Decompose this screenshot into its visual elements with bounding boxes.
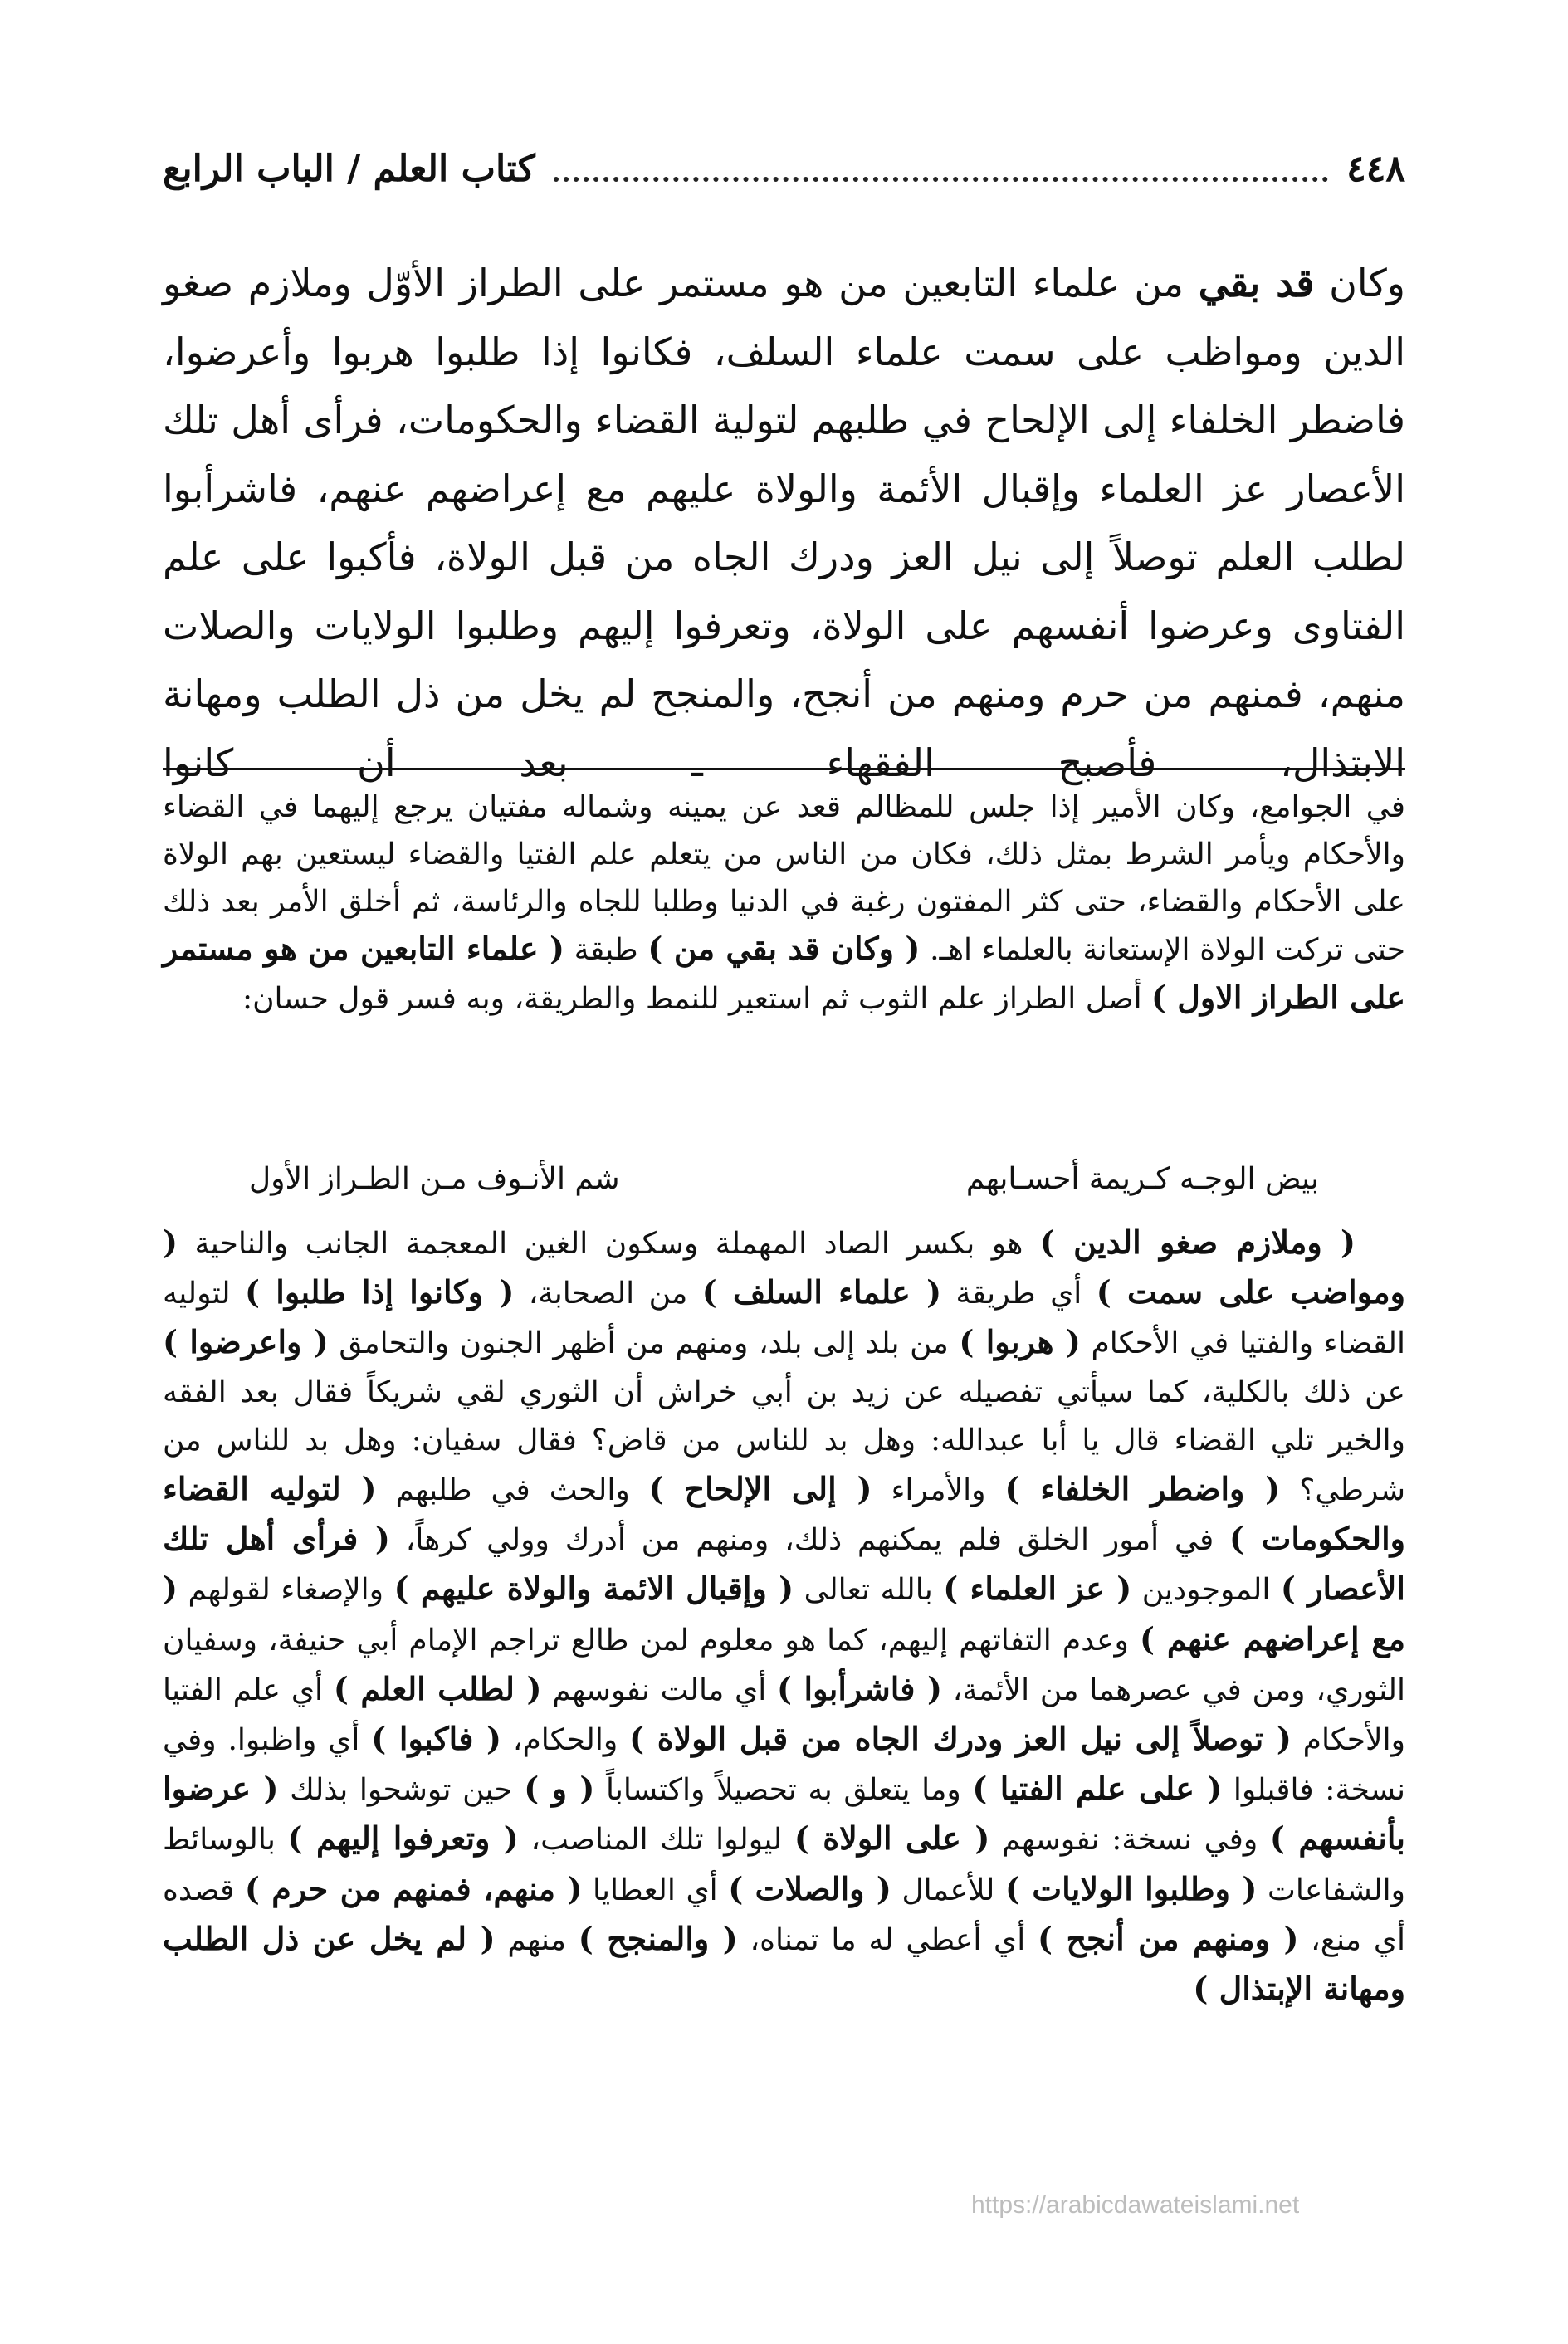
running-header xyxy=(163,139,1405,198)
commentary-run: أي أعطي له ما تمناه، xyxy=(737,1922,1038,1957)
quoted-phrase: ( وإقبال الائمة والولاة عليهم ) xyxy=(393,1570,794,1608)
quoted-phrase: ( منهم، فمنهم من حرم ) xyxy=(244,1869,583,1907)
website-watermark: https://arabicdawateislami.net xyxy=(971,2191,1300,2219)
quoted-phrase: ( ومنهم من أنجح ) xyxy=(1037,1919,1299,1957)
quoted-phrase: ( على الولاة ) xyxy=(794,1819,990,1858)
commentary-run: وعدم التفاتهم إليهم، كما هو معلوم لمن طالع تراجم الإمام أبي حنيفة، وسفيان الثوري، ومن في عصرهما من الأئمة، xyxy=(163,1623,1405,1707)
quoted-phrase: ( لطلب العلم ) xyxy=(333,1669,542,1707)
commentary-run: بالله تعالى xyxy=(794,1573,944,1608)
commentary-run: الموجودين xyxy=(1131,1573,1281,1608)
main-text xyxy=(163,249,1405,797)
commentary-run: أي العطايا xyxy=(582,1873,729,1907)
commentary-run: حين توشحوا بذلك xyxy=(278,1773,525,1808)
commentary-run: وفي نسخة: نفوسهم xyxy=(989,1823,1270,1858)
quoted-phrase: ( فاكبوا ) xyxy=(371,1720,502,1758)
commentary-block-2 xyxy=(163,1218,1405,2014)
quoted-phrase: ( لتوليه القضاء والحكومات ) xyxy=(163,1470,1405,1558)
quoted-phrase: ( هربوا ) xyxy=(959,1323,1081,1361)
quoted-phrase: ( فاشرأبوا ) xyxy=(777,1669,942,1707)
commentary-run: وما يتعلق به تحصيلاً واكتساباً xyxy=(594,1773,973,1808)
header-dot-leader xyxy=(554,175,1328,182)
commentary-run: من الصحابة، xyxy=(514,1277,702,1311)
commentary-run: طبقة xyxy=(564,933,648,968)
quoted-phrase: ( وكانوا إذا طلبوا ) xyxy=(245,1273,515,1311)
commentary-run: في الجوامع، وكان الأمير إذا جلس للمظالم قعد عن يمينه وشماله مفتيان يرجع إليهما في القضاء والأحكام ويأمر الشرط بمثل ذلك، فكان من الناس من يتعلم علم الفتيا والقضاء ليستعين بهم الولاة على الأحكام والقضاء، حتى كثر المفتون رغبة في الدنيا وطلبا للجاه والرئاسة، ثم أخلق الأمر بعد ذلك حتى تركت الولاة الإستعانة بالعلماء اهـ. xyxy=(163,790,1406,968)
main-text-emphasis: قد بقي xyxy=(1198,261,1315,305)
quoted-phrase: ( على علم الفتيا ) xyxy=(972,1770,1223,1808)
commentary-run: أي طريقة xyxy=(941,1277,1097,1311)
commentary-run: والأمراء xyxy=(872,1473,1005,1508)
commentary-run: قصده أي منع، xyxy=(163,1873,1405,1957)
verse-second-hemistich: شم الأنـوف مـن الطـراز الأول xyxy=(249,1162,620,1196)
quoted-phrase: ( ومواضب على سمت ) xyxy=(163,1223,1405,1311)
quoted-phrase: ( وتعرفوا إليهم ) xyxy=(287,1819,519,1858)
commentary-run: بالوسائط والشفاعات xyxy=(163,1823,1405,1907)
commentary-run: أي علم الفتيا والأحكام xyxy=(163,1673,1405,1758)
commentary-run: أصل الطراز علم الثوب ثم استعير للنمط والطريقة، وبه فسر قول حسان: xyxy=(242,982,1152,1017)
quoted-phrase: ( علماء التابعين من هو مستمر على الطراز الاول ) xyxy=(163,930,1405,1017)
commentary-run: منهم xyxy=(495,1922,579,1957)
commentary-run: أي مالت نفوسهم xyxy=(541,1673,777,1707)
commentary-run: عن ذلك بالكلية، كما سيأتي تفصيله عن زيد بن أبي خراش أن الثوري لقي شريكاً فقال بعد الفقه والخير تلي القضاء قال يا أبا عبدالله: وهل بد للناس من قاض؟ فقال سفيان: وهل بد للناس من شرطي؟ xyxy=(163,1375,1405,1508)
running-title: كتاب العلم / الباب الرابع xyxy=(163,147,535,190)
quoted-phrase: ( عز العلماء ) xyxy=(943,1570,1132,1608)
commentary-run: والحكام، xyxy=(501,1723,630,1758)
quoted-phrase: ( والمنجح ) xyxy=(578,1919,738,1957)
quoted-phrase: ( واعرضوا ) xyxy=(163,1323,329,1361)
quoted-phrase: ( واضطر الخلفاء ) xyxy=(1004,1470,1281,1508)
quoted-phrase: ( فرأى أهل تلك الأعصار ) xyxy=(163,1520,1405,1608)
verse-first-hemistich: بيض الوجـه كـريمة أحسـابهم xyxy=(965,1162,1319,1196)
main-text-run: من علماء التابعين من هو مستمر على الطراز الأوّل وملازم صغو الدين ومواظب على سمت علماء السلف، فكانوا إذا طلبوا هربوا وأعرضوا، فاضطر الخلفاء إلى الإلحاح في طلبهم لتولية القضاء والحكومات، فرأى أهل تلك الأعصار عز العلماء وإقبال الأئمة والولاة عليهم مع إعراضهم عنهم، فاشرأبوا لطلب العلم توصلاً إلى نيل العز ودرك الجاه من قبل الولاة، فأكبوا على علم الفتاوى وعرضوا أنفسهم على الولاة، وتعرفوا إليهم وطلبوا الولايات والصلات منهم، فمنهم من حرم ومنهم من أنجح، والمنجح لم يخل من ذل الطلب ومهانة الابتذال، فأصبح الفقهاء ـ بعد أن كانوا xyxy=(163,261,1405,785)
commentary-run: من بلد إلى بلد، ومنهم من أظهر الجنون والتحامق xyxy=(328,1326,960,1361)
quoted-phrase: ( وطلبوا الولايات ) xyxy=(1005,1869,1258,1907)
quoted-phrase: ( وملازم صغو الدين ) xyxy=(1039,1223,1356,1261)
commentary-paragraph xyxy=(163,1218,1405,2014)
commentary-run: لتوليه القضاء والفتيا في الأحكام xyxy=(163,1277,1405,1361)
quoted-phrase: ( و ) xyxy=(524,1770,595,1808)
main-paragraph xyxy=(163,249,1405,797)
commentary-run: والحث في طلبهم xyxy=(376,1473,649,1508)
poetry-verse xyxy=(249,1156,1319,1203)
footnote-divider xyxy=(163,768,1405,770)
commentary-run: والإصغاء لقولهم xyxy=(177,1573,394,1608)
quoted-phrase: ( علماء السلف ) xyxy=(701,1273,942,1311)
commentary-run: للأعمال xyxy=(891,1873,1006,1907)
quoted-phrase: ( مع إعراضهم عنهم ) xyxy=(163,1570,1405,1658)
commentary-run: أي واظبوا. وفي نسخة: فاقبلوا xyxy=(163,1723,1406,1808)
main-text-run: وكان xyxy=(1314,261,1405,305)
commentary-paragraph xyxy=(163,784,1405,1023)
commentary-run: هو بكسر الصاد المهملة وسكون الغين المعجمة الجانب والناحية xyxy=(177,1227,1040,1261)
quoted-phrase: ( لم يخل عن ذل الطلب ومهانة الإبتذال ) xyxy=(163,1919,1405,2008)
commentary-run: في أمور الخلق فلم يمكنهم ذلك، ومنهم من أدرك وولي كرهاً، xyxy=(389,1523,1230,1558)
quoted-phrase: ( عرضوا بأنفسهم ) xyxy=(163,1770,1405,1858)
quoted-phrase: ( والصلات ) xyxy=(728,1869,891,1907)
quoted-phrase: ( توصلاً إلى نيل العز ودرك الجاه من قبل الولاة ) xyxy=(629,1720,1292,1758)
commentary-run: ليولوا تلك المناصب، xyxy=(518,1823,794,1858)
quoted-phrase: ( وكان قد بقي من ) xyxy=(647,930,921,968)
commentary-block xyxy=(163,784,1405,1023)
page-number: ٤٤٨ xyxy=(1346,147,1405,190)
quoted-phrase: ( إلى الإلحاح ) xyxy=(648,1470,872,1508)
